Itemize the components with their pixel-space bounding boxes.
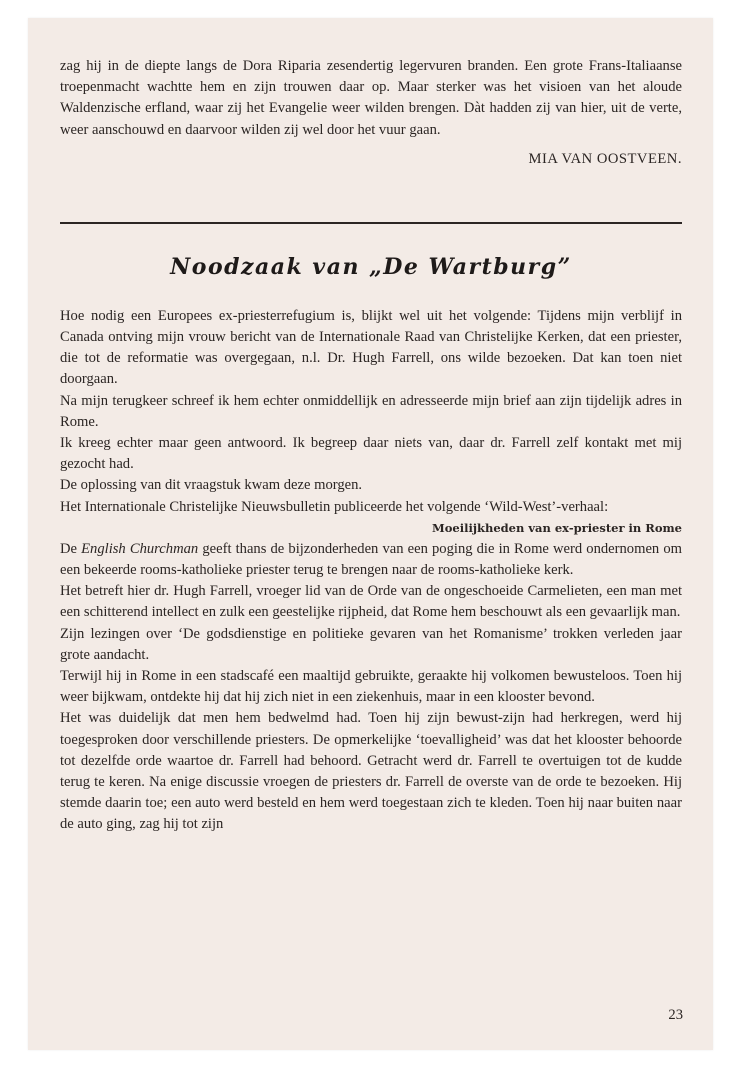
book-page xyxy=(28,18,713,1050)
body-paragraph: Terwijl hij in Rome in een stadscafé een maaltijd gebruikte, geraakte hij volkomen bewusteloos. Toen hij weer bijkwam, ontdekte hij dat hij zich niet in een ziekenhuis, maar in een klooster bevond. xyxy=(60,668,682,706)
body-paragraph: Na mijn terugkeer schreef ik hem echter onmiddellijk en adresseerde mijn brief aan zijn tijdelijk adres in Rome. xyxy=(60,392,682,430)
page-content xyxy=(60,56,682,836)
page-number: 23 xyxy=(668,1007,683,1023)
body-paragraph: De oplossing van dit vraagstuk kwam deze morgen. xyxy=(60,477,363,494)
body-paragraph: Het Internationale Christelijke Nieuwsbulletin publiceerde het volgende ‘Wild-West’-verhaal: xyxy=(60,498,609,515)
section-divider xyxy=(60,222,682,224)
lead-paragraph xyxy=(60,539,682,581)
body-paragraph: Ik kreeg echter maar geen antwoord. Ik begreep daar niets van, daar dr. Farrell zelf kontakt met mij gezocht had. xyxy=(60,435,682,473)
article-body xyxy=(60,306,682,836)
quoted-subheading: Moeilijkheden van ex-priester in Rome xyxy=(432,520,682,535)
intro-paragraph: zag hij in de diepte langs de Dora Riparia zesendertig legervuren branden. Een grote Frans-Italiaanse troepenmacht wachtte hem en zijn trouwen daar op. Maar sterker was het visioen van het aloude Waldenzische erfland, waar zij het Evangelie weer wilden brengen. Dàt hadden zij van hier, uit de verte, weer aanschouwd en daarvoor wilden zij wel door het vuur gaan. xyxy=(60,58,682,138)
body-paragraph: Het betreft hier dr. Hugh Farrell, vroeger lid van de Orde van de ongeschoeide Carmelieten, een man met een schitterend intellect en zulk een geestelijke rijpheid, dat Rome hem beschouwt als een gevaarlijk man. xyxy=(60,583,682,621)
body-paragraph: Zijn lezingen over ‘De godsdienstige en politieke gevaren van het Romanisme’ trokken verleden jaar grote aandacht. xyxy=(60,625,682,663)
lead-after: geeft thans de bijzonderheden van een poging die in Rome werd ondernomen om een bekeerde rooms-katholieke priester terug te brengen naar de rooms-katholieke kerk. xyxy=(60,540,682,579)
publication-name: English Churchman xyxy=(81,540,199,557)
article-title: Noodzaak van „De Wartburg” xyxy=(170,253,572,280)
body-paragraph: Hoe nodig een Europees ex-priesterrefugium is, blijkt wel uit het volgende: Tijdens mijn verblijf in Canada ontving mijn vrouw bericht van de Internationale Raad van Christelijke Kerken, dat een priester, die tot de reformatie was overgegaan, n.l. Dr. Hugh Farrell, ons wilde bezoeken. Dat kan toen niet doorgaan. xyxy=(60,307,682,388)
body-paragraph: Het was duidelijk dat men hem bedwelmd had. Toen hij zijn bewust-zijn had herkregen, werd hij toegesproken door verschillende priesters. De opmerkelijke ‘toevalligheid’ was dat het klooster behoorde tot dezelfde orde waartoe dr. Farrell had behoord. Getracht werd dr. Farrell te overtuigen tot de kudde terug te keren. Na enige discussie vroegen de priesters dr. Farrell de overste van de orde te bezoeken. Hij stemde daarin toe; een auto werd besteld en hem werd toegestaan zich te kleden. Toen hij naar buiten naar de auto ging, zag hij tot zijn xyxy=(60,710,682,833)
author-signature: MIA VAN OOSTVEEN. xyxy=(528,150,682,167)
lead-before: De xyxy=(60,540,78,557)
